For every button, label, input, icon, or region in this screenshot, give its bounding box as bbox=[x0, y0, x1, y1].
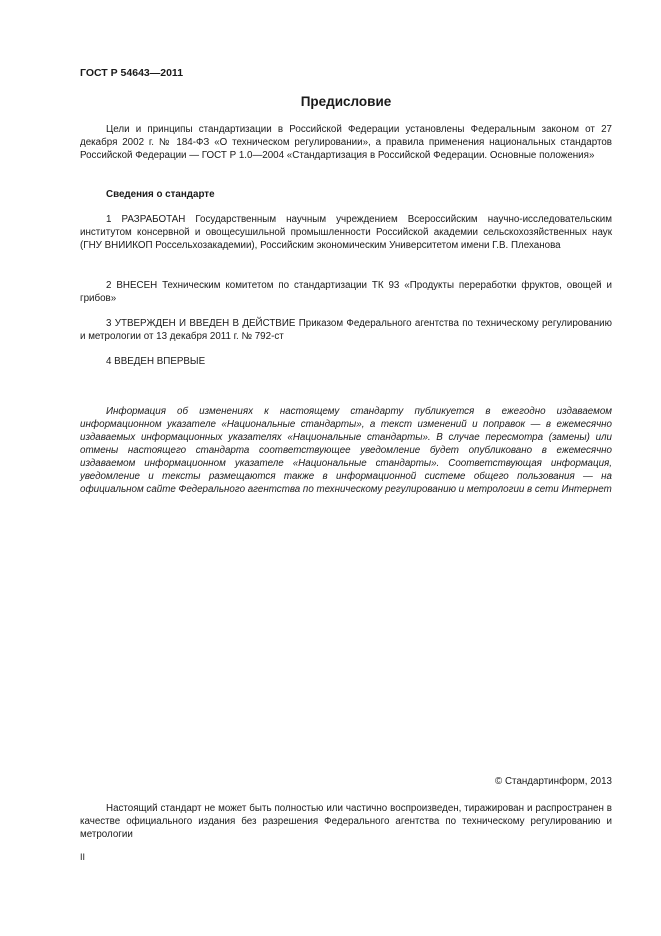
intro-paragraph: Цели и принципы стандартизации в Российской Федерации установлены Федеральным законом от 27 декабря 2002 г. № 184-ФЗ «О техническом регулировании», а правила применения национальных стандартов Российской Федерации — ГОСТ Р 1.0—2004 «Стандартизация в Российской Федерации. Основные положения» bbox=[80, 124, 612, 161]
copyright-notice: © Стандартинформ, 2013 bbox=[495, 776, 612, 787]
item-approved: 3 УТВЕРЖДЕН И ВВЕДЕН В ДЕЙСТВИЕ Приказом Федерального агентства по техническому регулированию и метрологии от 13 декабря 2011 г. № 792-ст bbox=[80, 318, 612, 342]
document-code: ГОСТ Р 54643—2011 bbox=[80, 67, 184, 79]
item-developed: 1 РАЗРАБОТАН Государственным научным учреждением Всероссийским научно-исследовательским институтом консервной и овощесушильной промышленности Российской академии сельскохозяйственных наук (ГНУ ВНИИКОП Россельхозакадемии), Российским экономическим Университетом имени Г.В. Плеханова bbox=[80, 214, 612, 251]
page-title: Предисловие bbox=[300, 94, 392, 109]
item-submitted: 2 ВНЕСЕН Техническим комитетом по стандартизации ТК 93 «Продукты переработки фруктов, овощей и грибов» bbox=[80, 280, 612, 304]
page-number: II bbox=[80, 852, 86, 862]
section-heading: Сведения о стандарте bbox=[106, 189, 215, 200]
item-first-introduced: 4 ВВЕДЕН ВПЕРВЫЕ bbox=[106, 356, 206, 367]
reproduction-notice: Настоящий стандарт не может быть полностью или частично воспроизведен, тиражирован и распространен в качестве официального издания без разрешения Федерального агентства по техническому регулированию и метрологии bbox=[80, 803, 612, 840]
info-notice: Информация об изменениях к настоящему стандарту публикуется в ежегодно издаваемом информационном указателе «Национальные стандарты», а текст изменений и поправок — в ежемесячно издаваемых информационных указателях «Национальные стандарты». В случае пересмотра (замены) или отмены настоящего стандарта соответствующее уведомление будет опубликовано в ежемесячно издаваемом информационном указателе «Национальные стандарты». Соответствующая информация, уведомление и тексты размещаются также в информационной системе общего пользования — на официальном сайте Федерального агентства по техническому регулированию и метрологии в сети Интернет bbox=[80, 406, 612, 495]
